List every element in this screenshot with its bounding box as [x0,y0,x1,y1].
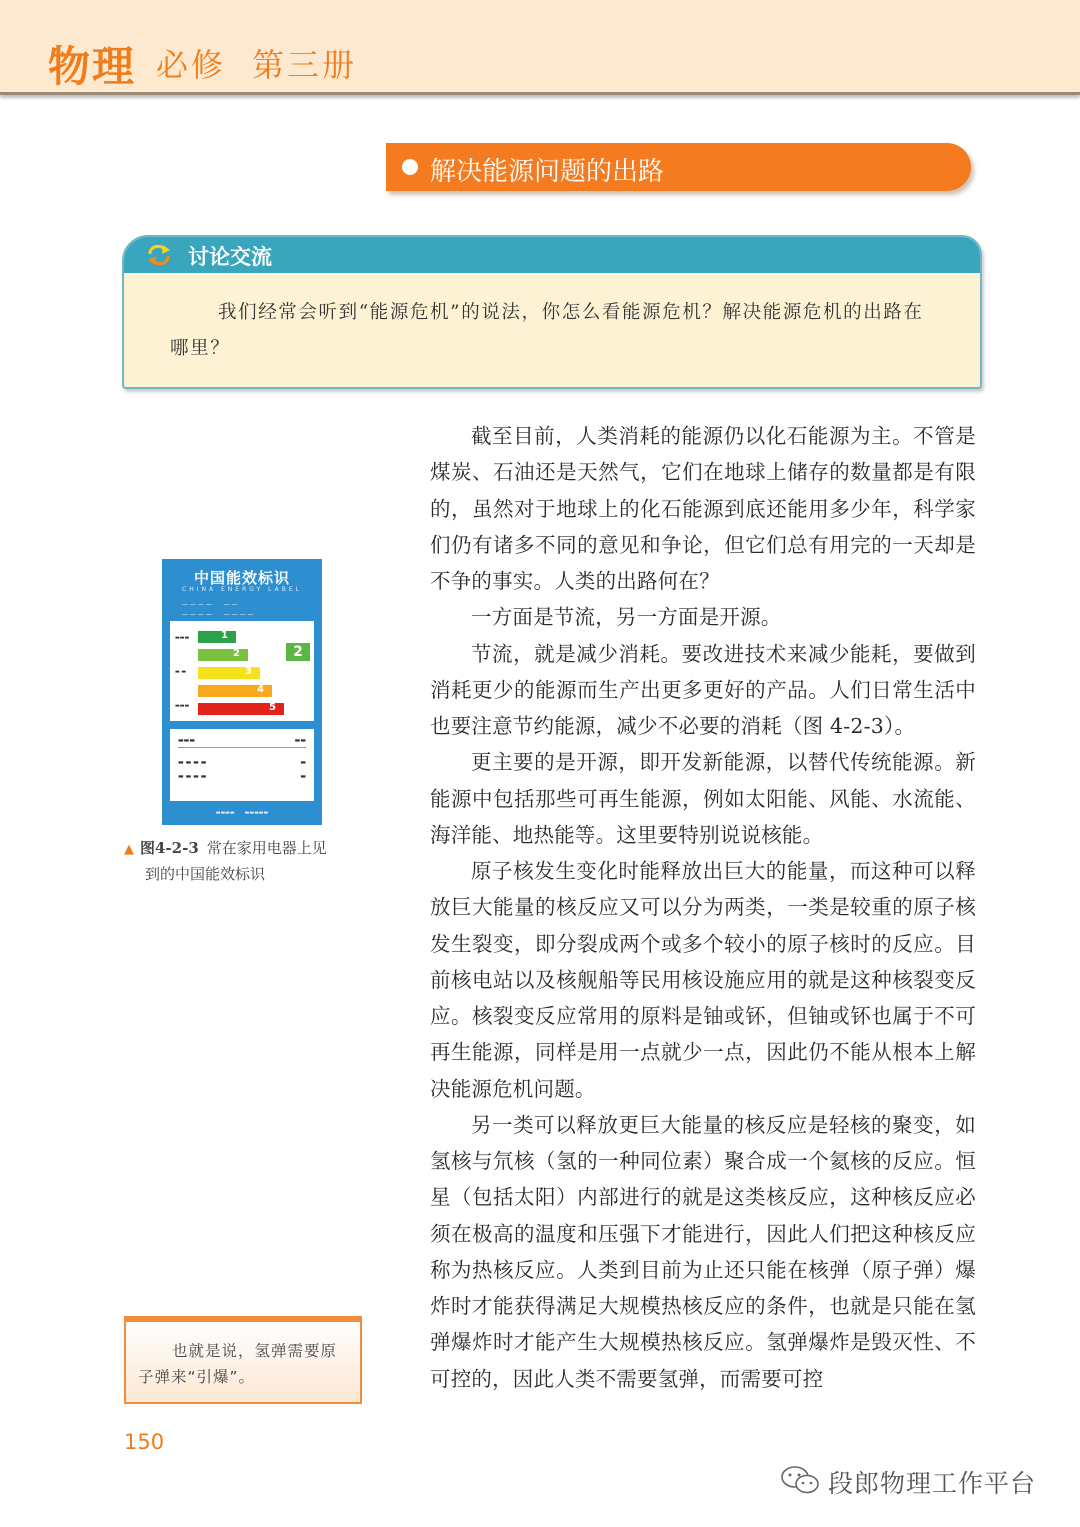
grade-scale-mid-mark: ▬ ▬ [175,669,187,675]
discussion-box [122,235,982,389]
energy-label-fineprint: — — — — — — — — [182,611,254,618]
grade-bar-5: 5 [198,703,284,715]
body-text [430,418,976,1397]
discussion-text: 我们经常会听到“能源危机”的说法，你怎么看能源危机？解决能源危机的出路在哪里？ [170,302,924,359]
figure-number: 图4-2-3 [140,839,199,857]
exchange-arrows-icon [146,244,172,266]
discussion-title: 讨论交流 [188,245,272,269]
watermark-text: 段郎物理工作平台 [828,1469,1037,1498]
body-paragraph: 截至目前，人类消耗的能源仍以化石能源为主。不管是煤炭、石油还是天然气，它们在地球上储存的数量都是有限的，虽然对于地球上的化石能源到底还能用多少年，科学家们仍有诸多不同的意见和争论，但它们总有用完的一天却是不争的事实。人类的出路何在？ [430,424,976,593]
body-paragraph: 原子核发生变化时能释放出巨大的能量，而这种可以释放巨大能量的核反应又可以分为两类，一类是较重的原子核发生裂变，即分裂成两个或多个较小的原子核时的反应。目前核电站以及核舰船等民用核设施应用的就是这种核裂变反应。核裂变反应常用的原料是铀或钚，但铀或钚也属于不可再生能源，同样是用一点就少一点，因此仍不能从根本上解决能源危机问题。 [430,859,976,1101]
header-volume: 第三册 [252,46,358,84]
spec-row: ▬ ▬ ▬ ▬ ▬ [178,773,306,780]
watermark [780,1462,1070,1498]
grade-scale-bottom-mark: ▬▬▬ [175,703,190,709]
grade-bar-2: 2 [198,649,248,661]
energy-grade-panel [170,621,314,721]
header-subject: 物理 [48,42,137,91]
side-note [124,1316,362,1404]
energy-label-image [162,559,322,825]
current-grade-badge: 2 [286,643,310,661]
page-header [0,0,1080,95]
body-paragraph: 更主要的是开源，即开发新能源，以替代传统能源。新能源中包括那些可再生能源，例如太阳能、风能、水流能、海洋能、地热能等。这里要特别说说核能。 [430,750,976,847]
spec-row: ▬▬▬ ▬▬ [178,737,306,748]
body-paragraph: 一方面是节流，另一方面是开源。 [471,605,782,630]
energy-label-title: 中国能效标识 [193,569,290,587]
side-note-text: 也就是说，氢弹需要原子弹来“引爆”。 [138,1342,338,1386]
body-paragraph: 节流，就是减少消耗。要改进技术来减少能耗，要做到消耗更少的能源而生产出更多更好的产品。人们日常生活中也要注意节约能源，减少不必要的消耗（图 4-2-3）。 [430,641,976,738]
caption-line-1: 常在家用电器上见 [206,839,327,857]
grade-bar-4: 4 [198,685,272,697]
section-title: 解决能源问题的出路 [430,157,665,187]
page-number: 150 [124,1430,165,1454]
figure-caption [124,836,354,887]
grade-scale-top-mark: ▬▬▬ [175,635,190,641]
header-course: 必修 [156,46,227,84]
energy-label-subtitle: CHINA ENERGY LABEL [182,586,302,593]
energy-label-footer: ▬▬▬▬ ▬▬▬▬▬ [215,810,269,816]
energy-spec-panel [170,729,314,801]
energy-label-fineprint: — — — — — — [182,601,238,608]
header-book-title [156,40,383,86]
bullet-dot-icon [402,159,418,175]
caption-line-2: 到的中国能效标识 [145,865,266,883]
spec-row: ▬ ▬ ▬ ▬ ▬ [178,759,306,766]
grade-bar-1: 1 [198,631,236,643]
section-heading-bar [386,143,971,191]
discussion-header [124,237,980,273]
triangle-marker-icon: ▲ [124,842,134,857]
grade-bar-3: 3 [198,667,260,679]
body-paragraph: 另一类可以释放更巨大能量的核反应是轻核的聚变，如氢核与氘核（氢的一种同位素）聚合成一个氦核的反应。恒星（包括太阳）内部进行的就是这类核反应，这种核反应必须在极高的温度和压强下才能进行，因此人们把这种核反应称为热核反应。人类到目前为止还只能在核弹（原子弹）爆炸时才能获得满足大规模热核反应的条件，也就是只能在氢弹爆炸时才能产生大规模热核反应。氢弹爆炸是毁灭性、不可控的，因此人类不需要氢弹，而需要可控 [430,1112,976,1391]
wechat-icon [780,1464,822,1496]
